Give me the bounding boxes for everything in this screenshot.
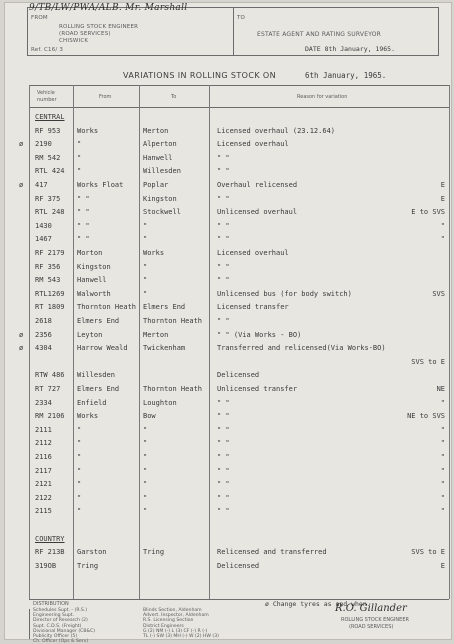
vehicle-number: 2115 — [35, 507, 52, 516]
from-depot: Works — [77, 412, 99, 421]
reason-text: " " — [217, 398, 230, 407]
from-depot: " — [77, 167, 82, 176]
from-depot: " " — [77, 221, 90, 230]
table-row — [5, 290, 451, 303]
reason-text: Unlicensed bus (for body switch) — [217, 289, 352, 298]
route-note: E to SVS — [411, 208, 445, 217]
from-depot: " — [77, 507, 82, 516]
from-depot: Willesden — [77, 371, 115, 380]
reason-text: " " — [217, 507, 230, 516]
reason-text: " " — [217, 493, 230, 502]
to-depot: " — [143, 276, 148, 285]
footer-left-rule — [29, 609, 30, 639]
route-note: " — [440, 439, 445, 448]
row-mark: ø — [19, 344, 24, 353]
header-right-rule — [438, 7, 439, 55]
reason-text: " " — [217, 235, 230, 244]
col-head-vehicle-2: number — [37, 97, 57, 103]
to-depot: " — [143, 439, 148, 448]
table-row — [5, 480, 451, 493]
route-note: E — [440, 561, 445, 570]
table-top-rule — [29, 85, 449, 86]
table-row — [5, 249, 451, 262]
vehicle-number: 1467 — [35, 235, 52, 244]
reason-text: Transferred and relicensed(Via Works-BO) — [217, 344, 386, 353]
to-depot: Loughton — [143, 398, 177, 407]
reason-text: Licensed overhaul — [217, 249, 289, 257]
to-depot: Elmers End — [143, 303, 186, 312]
reason-text: Unlicensed transfer — [217, 385, 298, 393]
from-depot: Harrow Weald — [77, 344, 128, 353]
vehicle-number: RTL 424 — [35, 167, 65, 176]
vehicle-number: 2190 — [35, 140, 52, 149]
reason-text: " " — [217, 167, 230, 176]
col-head-to: To — [171, 94, 177, 100]
table-row — [5, 181, 451, 194]
table-bottom-rule — [29, 599, 449, 600]
distribution-item: Divisional Manager (CB&C) — [33, 628, 96, 634]
page-title-date: 6th January, 1965. — [305, 71, 387, 80]
table-row — [5, 331, 451, 344]
reason-text: " " — [217, 480, 230, 489]
from-label: FROM — [31, 15, 48, 21]
distribution-item: Engineering Supt. — [33, 613, 75, 619]
from-depot: Garston — [77, 548, 107, 557]
table-row — [5, 154, 451, 167]
table-row — [5, 426, 451, 439]
header-divider — [233, 7, 234, 55]
from-depot: Elmers End — [77, 385, 120, 393]
to-depot: Poplar — [143, 181, 169, 189]
table-row — [5, 467, 451, 480]
vehicle-number: COUNTRY — [35, 534, 65, 543]
table-row — [5, 276, 451, 289]
vehicle-number: RF 953 — [35, 126, 61, 135]
table-row — [5, 521, 451, 534]
sign-line-2: (ROAD SERVICES) — [349, 624, 394, 630]
route-note: " — [440, 221, 445, 230]
table-row — [5, 358, 451, 371]
footnote: ø Change tyres as and when — [265, 600, 367, 608]
vehicle-number: RTL 248 — [35, 208, 65, 217]
reason-text: " " — [217, 466, 230, 475]
route-note: " — [440, 493, 445, 502]
letter-date: DATE 8th January, 1965. — [305, 45, 396, 53]
route-note: " — [440, 466, 445, 475]
reason-text: " " — [217, 153, 230, 162]
table-row — [5, 439, 451, 452]
to-depot: " — [143, 466, 148, 475]
to-label: TO — [237, 15, 246, 21]
from-depot: " — [77, 493, 82, 502]
table-row — [5, 195, 451, 208]
reason-text: " " — [217, 262, 230, 271]
route-note: " — [440, 235, 445, 244]
vehicle-number: RT 1809 — [35, 303, 65, 312]
table-row — [5, 263, 451, 276]
handwritten-reference: 9/TB/LW/PWA/ALB. Mr. Marshall — [29, 3, 188, 13]
reason-text: Overhaul relicensed — [217, 181, 298, 189]
to-depot: Willesden — [143, 167, 181, 176]
route-note: SVS to E — [411, 548, 445, 557]
vehicle-number: 2618 — [35, 317, 52, 325]
route-note: SVS to E — [411, 357, 445, 366]
reason-text: " " — [217, 194, 230, 203]
reason-text: " " — [217, 276, 230, 285]
from-depot: " — [77, 453, 82, 461]
to-depot: Tring — [143, 548, 165, 557]
distribution-item: R.S. Licensing Section — [143, 618, 194, 624]
table-row — [5, 385, 451, 398]
vehicle-number: 319OB — [35, 561, 57, 570]
vehicle-number: 2116 — [35, 453, 52, 461]
reason-text: Licensed overhaul — [217, 140, 289, 149]
to-depot: Twickenham — [143, 344, 186, 353]
row-mark: ø — [19, 140, 24, 149]
to-depot: Works — [143, 249, 165, 257]
to-depot: Hanwell — [143, 153, 173, 162]
from-depot: " " — [77, 208, 90, 217]
to-depot: Kingston — [143, 194, 177, 203]
vehicle-number: 4304 — [35, 344, 52, 353]
to-name: ESTATE AGENT AND RATING SURVEYOR — [257, 31, 382, 38]
to-depot: " — [143, 262, 148, 271]
route-note: " — [440, 453, 445, 461]
to-depot: Thornton Heath — [143, 385, 203, 393]
to-depot: " — [143, 235, 148, 244]
from-depot: " — [77, 140, 82, 149]
to-depot: " — [143, 221, 148, 230]
distribution-item: Ch. Officer (Ops & Serv) — [33, 639, 89, 644]
distribution-item: Blinds Section, Aldenham — [143, 608, 202, 613]
from-depot: " " — [77, 235, 90, 244]
vehicle-number: 1430 — [35, 221, 52, 230]
to-depot: " — [143, 453, 148, 461]
vehicle-number: RTW 486 — [35, 371, 65, 380]
col-head-reason: Reason for variation — [297, 94, 348, 100]
reason-text: Relicensed and transferred — [217, 548, 327, 557]
page-title: VARIATIONS IN ROLLING STOCK ON — [123, 71, 277, 80]
vehicle-number: 2334 — [35, 398, 52, 407]
from-depot: Hanwell — [77, 276, 107, 285]
from-depot: " — [77, 439, 82, 448]
route-note: E — [440, 194, 445, 203]
reason-text: Delicensed — [217, 561, 260, 570]
vehicle-number: 2122 — [35, 493, 52, 502]
to-depot: Thornton Heath — [143, 317, 203, 325]
route-note: NE to SVS — [407, 412, 445, 421]
to-depot: Bow — [143, 412, 156, 421]
from-depot: " — [77, 480, 82, 489]
vehicle-number: RF 213B — [35, 548, 65, 557]
to-depot: " — [143, 507, 148, 516]
from-depot: Elmers End — [77, 317, 120, 325]
reason-text: Licensed transfer — [217, 303, 289, 312]
table-row — [5, 303, 451, 316]
to-depot: Alperton — [143, 140, 177, 149]
from-line-1: ROLLING STOCK ENGINEER — [59, 24, 139, 30]
table-row — [5, 371, 451, 384]
vehicle-number: RF 375 — [35, 194, 61, 203]
to-depot: " — [143, 425, 148, 434]
vehicle-number: RF 356 — [35, 262, 61, 271]
from-line-3: CHISWICK — [59, 38, 89, 44]
vehicle-number: RM 2106 — [35, 412, 65, 421]
reason-text: " " — [217, 317, 230, 325]
route-note: " — [440, 398, 445, 407]
table-row — [5, 412, 451, 425]
vehicle-number: RTL1269 — [35, 289, 65, 298]
table-row — [5, 208, 451, 221]
distribution-item: Publicity Officer (5) — [33, 634, 78, 639]
from-depot: " — [77, 425, 82, 434]
route-note: " — [440, 425, 445, 434]
to-depot: " — [143, 289, 148, 298]
from-depot: " " — [77, 194, 90, 203]
to-depot: Merton — [143, 330, 169, 339]
to-depot: " — [143, 493, 148, 502]
vehicle-number: RM 542 — [35, 153, 61, 162]
vehicle-number: 2356 — [35, 330, 52, 339]
to-depot: Stockwell — [143, 208, 181, 217]
to-depot: " — [143, 480, 148, 489]
sign-line-1: ROLLING STOCK ENGINEER — [341, 617, 409, 623]
from-depot: Morton — [77, 249, 103, 257]
to-depot: Merton — [143, 126, 169, 135]
table-row — [5, 562, 451, 575]
table-row — [5, 222, 451, 235]
vehicle-number: CENTRAL — [35, 113, 65, 121]
vehicle-number: 2111 — [35, 425, 52, 434]
vehicle-number: 417 — [35, 181, 48, 189]
from-depot: " — [77, 466, 82, 475]
route-note: E — [440, 181, 445, 189]
distribution-item: TL (-) SW (3) MH (-) W (2) HW (3) — [143, 634, 219, 639]
table-row — [5, 235, 451, 248]
table-row — [5, 535, 451, 548]
reason-text: Delicensed — [217, 371, 260, 380]
table-row — [5, 453, 451, 466]
row-mark: ø — [19, 330, 24, 339]
header-bottom-rule — [27, 55, 439, 56]
distribution-item: District Engineers — [143, 623, 184, 629]
signature: R.O. Gillander — [335, 603, 407, 614]
vehicle-number: RF 2179 — [35, 249, 65, 257]
table-row — [5, 507, 451, 520]
from-line-2: (ROAD SERVICES) — [59, 31, 111, 37]
reference-number: Ref. C16/ 3 — [31, 47, 64, 53]
from-depot: Kingston — [77, 262, 111, 271]
document-sheet — [4, 2, 452, 644]
distribution-item: Advert. Inspector, Aldenham — [143, 613, 209, 619]
reason-text: " " — [217, 425, 230, 434]
table-row — [5, 548, 451, 561]
reason-text: " " — [217, 412, 230, 421]
table-row — [5, 113, 451, 126]
vehicle-number: RM 543 — [35, 276, 61, 285]
from-depot: Works — [77, 126, 99, 135]
reason-text: " " (Via Works - BO) — [217, 330, 302, 339]
from-depot: Leyton — [77, 330, 103, 339]
table-head-rule — [29, 107, 449, 108]
vehicle-number: 2117 — [35, 466, 52, 475]
table-row — [5, 167, 451, 180]
from-depot: Works Float — [77, 181, 124, 189]
from-depot: " — [77, 153, 82, 162]
table-row — [5, 127, 451, 140]
from-depot: Walworth — [77, 289, 111, 298]
row-mark: ø — [19, 181, 24, 189]
reason-text: " " — [217, 439, 230, 448]
distribution-item: G (2) NM (-) L (3) CF (-) R (-) — [143, 628, 208, 634]
distribution-item: Supt. C.D.S. (Freight) — [33, 623, 82, 629]
table-row — [5, 317, 451, 330]
vehicle-number: RT 727 — [35, 385, 61, 393]
table-row — [5, 140, 451, 153]
vehicle-number: 2121 — [35, 480, 52, 489]
reason-text: " " — [217, 453, 230, 461]
reason-text: Unlicensed overhaul — [217, 208, 298, 217]
distribution-label: DISTRIBUTION — [33, 601, 69, 607]
from-depot: Tring — [77, 561, 99, 570]
route-note: SVS — [432, 289, 445, 298]
vehicle-number: 2112 — [35, 439, 52, 448]
reason-text: Licensed overhaul (23.12.64) — [217, 126, 336, 135]
table-row — [5, 344, 451, 357]
from-depot: Thornton Heath — [77, 303, 137, 312]
distribution-item: Director of Research (2) — [33, 618, 88, 624]
header-left-rule — [27, 7, 28, 55]
route-note: NE — [436, 385, 445, 393]
table-row — [5, 494, 451, 507]
reason-text: " " — [217, 221, 230, 230]
route-note: " — [440, 480, 445, 489]
from-depot: Enfield — [77, 398, 107, 407]
route-note: " — [440, 507, 445, 516]
col-head-vehicle-1: Vehicle — [37, 90, 55, 96]
col-head-from: From — [99, 94, 112, 100]
distribution-item: Schedules Supt. - (R.S.) — [33, 608, 87, 613]
table-row — [5, 399, 451, 412]
